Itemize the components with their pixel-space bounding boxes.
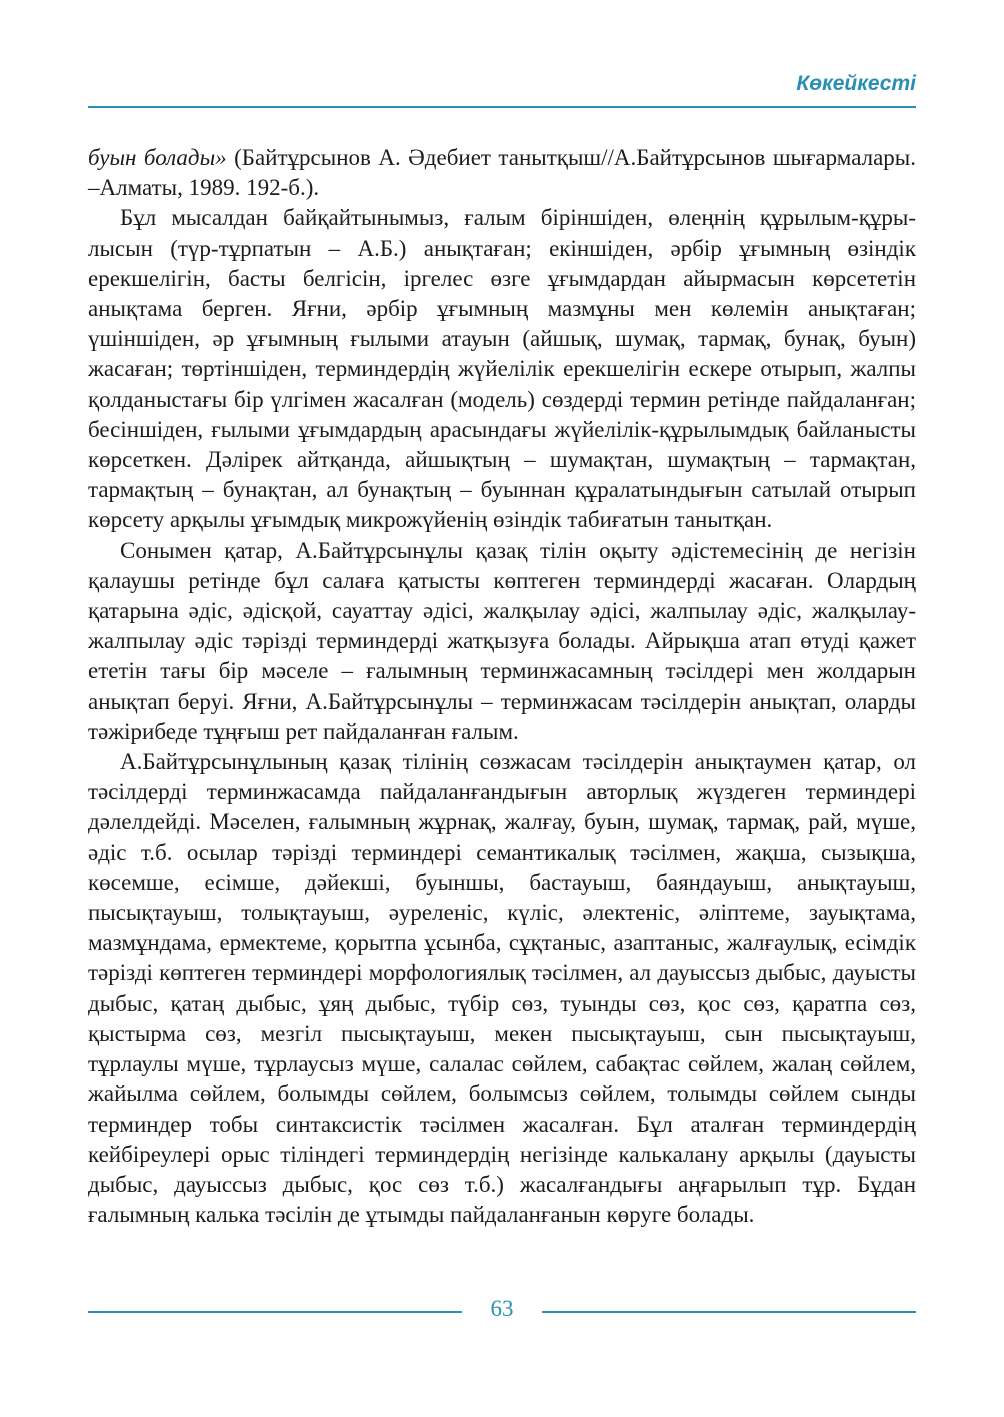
footer-divider-right <box>542 1311 916 1313</box>
article-body <box>88 143 916 1230</box>
header-divider <box>88 106 916 108</box>
paragraph-3: А.Байтұрсынұлының қазақ тілінің сөзжасам тәсілдерін анықтаумен қатар, ол тәсілдерді терминжасамда пайдаланғандығын авторлық жүздеген терминдері дәлелдейді. Мәселен, ғалымның жұрнақ, жалғау, буын, шумақ, тармақ, рай, мүше, әдіс т.б. осылар тәрізді терминдері семантикалық тәсілмен, жақша, сызықша, көсемше, есімше, дәйекші, буыншы, бастауыш, баяндауыш, анықтауыш, пысықтауыш, толықтауыш, әуреленіс, күліс, әлектеніс, әліптеме, зауықтама, мазмұндама, ермектеме, қорытпа ұсынба, сұқтаныс, азаптаныс, жалғаулық, есімдік тәрізді көптеген терминдері морфологиялық тәсілмен, ал дауыссыз дыбыс, дауысты дыбыс, қатаң дыбыс, ұяң дыбыс, түбір сөз, туынды сөз, қос сөз, қаратпа сөз, қыстырма сөз, мезгіл пысықтауыш, мекен пысықтауыш, сын пысықтауыш, тұрлаулы мүше, тұрлаусыз мүше, салалас сөйлем, сабақтас сөйлем, жалаң сөйлем, жайылма сөйлем, болымды сөйлем, болымсыз сөйлем, толымды сөйлем сынды терминдер тобы синтаксистік тәсілмен жасалған. Бұл аталған терминдердің кейбіреулері орыс тіліндегі терминдердің негізінде калькалану арқылы (дауысты дыбыс, дауыссыз дыбыс, қос сөз т.б.) жасалғандығы аңғарылып тұр. Бұдан ғалымның калька тәсілін де ұтымды пайдаланғанын көруге болады. <box>88 749 916 1228</box>
paragraph-2: Сонымен қатар, А.Байтұрсынұлы қазақ тілін оқыту әдістемесінің де негізін қалаушы ретінде бұл салаға қатысты көптеген терминдерді жасаған. Олардың қатарына әдіс, әдісқой, сауаттау әдісі, жалқылау әдісі, жалпылау әдіс, жалқылау-жалпылау әдіс тәрізді терминдерді жатқызуға болады. Айрықша атап өтуді қажет ететін тағы бір мәселе – ғалымның терминжасамның тәсілдері мен жолдарын анықтап беруі. Яғни, А.Байтұрсынұлы – терминжасам тәсілдерін анықтап, оларды тәжірибеде тұңғыш рет пайдаланған ғалым. <box>88 537 916 744</box>
citation-reference: (Байтұрсынов А. Әдебиет танытқыш//А.Байтұрсынов шығармалары. –Алматы, 1989. 192-б.). <box>88 145 916 201</box>
quote-ending: буын болады» <box>88 145 227 170</box>
paragraph-1: Бұл мысалдан байқайтынымыз, ғалым біріншіден, өлеңнің құрылым-құрылысын (түр-тұрпатын – А.Б.) анықтаған; екіншіден, әрбір ұғымның өзіндік ерекшелігін, басты белгісін, іргелес өзге ұғымдардан айырмасын көрсететін анықтама берген. Яғни, әрбір ұғымның мазмұны мен көлемін анықтаған; үшіншіден, әр ұғымның ғылыми атауын (айшық, шумақ, тармақ, бунақ, буын) жасаған; төртіншіден, терминдердің жүйелілік ерекшелігін ескере отырып, жалпы қолданыстағы бір үлгімен жасалған (модель) сөздерді термин ретінде пайдаланған; бесіншіден, ғылыми ұғымдардың арасындағы жүйелілік-құрылымдық байланысты көрсеткен. Дәлірек айтқанда, айшықтың – шумақтан, шумақтың – тармақтан, тармақтың – бунақтан, ал бунақтың – буыннан құралатындығын сатылай отырып көрсету арқылы ұғымдық микрожүйенің өзіндік табиғатын танытқан. <box>88 205 916 533</box>
running-title: Көкейкесті <box>796 72 916 95</box>
footer-divider-left <box>88 1311 462 1313</box>
page-number: 63 <box>490 1296 514 1321</box>
paragraph-citation-continuation <box>88 143 916 203</box>
